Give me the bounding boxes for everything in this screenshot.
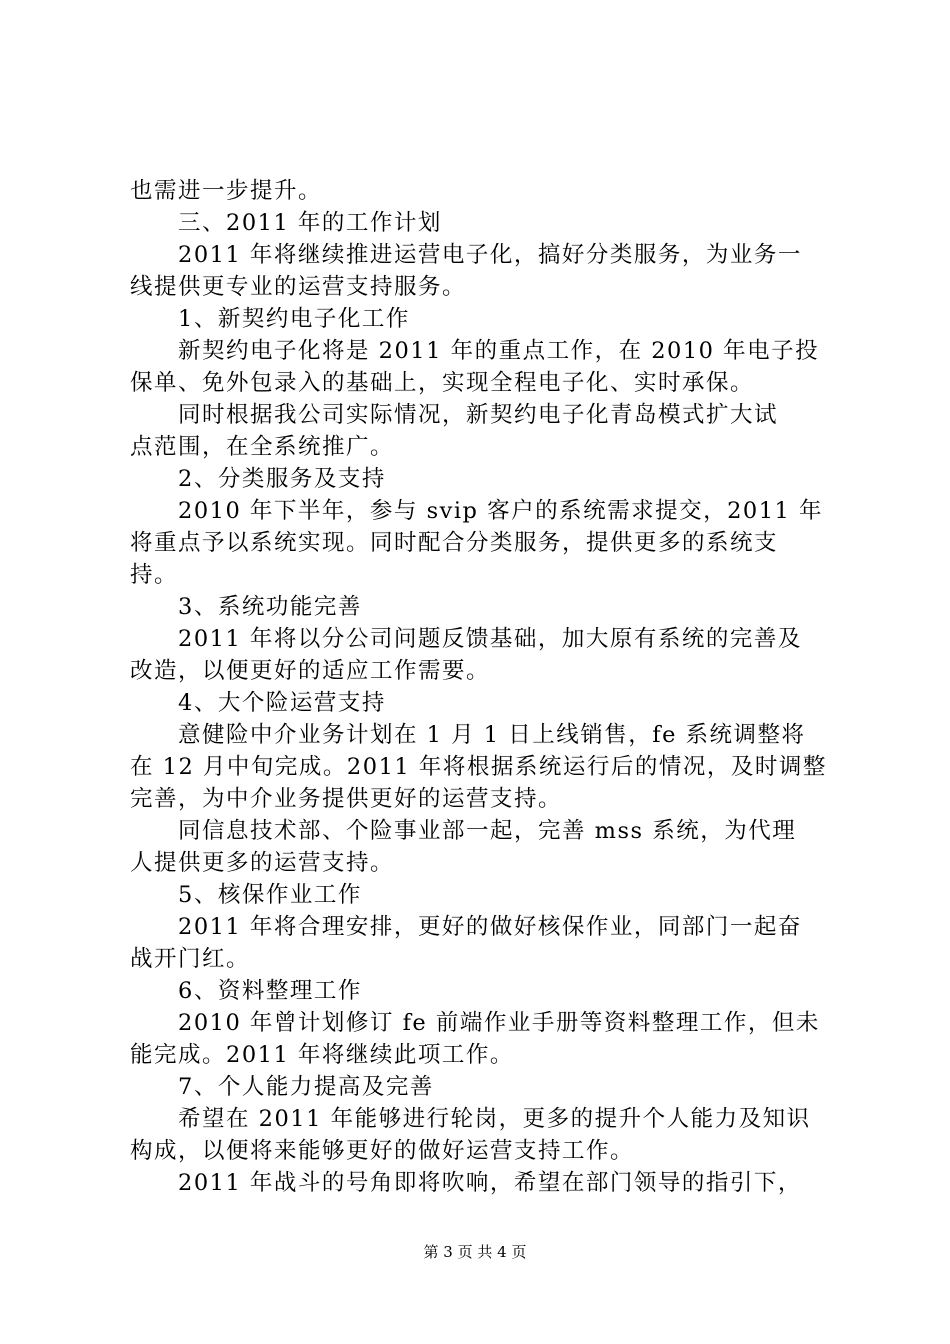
text-line: 完善，为中介业务提供更好的运营支持。	[130, 786, 563, 812]
text-line: 2011 年将合理安排，更好的做好核保作业，同部门一起奋	[178, 914, 802, 940]
text-line: 将重点予以系统实现。同时配合分类服务，提供更多的系统支	[130, 530, 779, 556]
text-line: 点范围，在全系统推广。	[130, 434, 395, 460]
text-line: 同信息技术部、个险事业部一起，完善 mss 系统，为代理	[178, 818, 797, 844]
text-line: 在 12 月中旬完成。2011 年将根据系统运行后的情况，及时调整	[130, 754, 827, 780]
text-line: 新契约电子化将是 2011 年的重点工作，在 2010 年电子投	[178, 338, 820, 364]
page-footer: 第 3 页 共 4 页	[423, 1243, 527, 1261]
text-line: 6、资料整理工作	[178, 978, 362, 1004]
text-line: 战开门红。	[130, 946, 251, 972]
text-line: 保单、免外包录入的基础上，实现全程电子化、实时承保。	[130, 370, 755, 396]
text-line: 希望在 2011 年能够进行轮岗，更多的提升个人能力及知识	[178, 1106, 811, 1132]
document-body	[130, 175, 835, 1199]
text-line: 意健险中介业务计划在 1 月 1 日上线销售，fe 系统调整将	[178, 722, 806, 748]
text-line: 2、分类服务及支持	[178, 466, 386, 492]
text-line: 构成，以便将来能够更好的做好运营支持工作。	[130, 1138, 635, 1164]
text-line: 人提供更多的运营支持。	[130, 850, 395, 876]
text-line: 同时根据我公司实际情况，新契约电子化青岛模式扩大试	[178, 402, 779, 428]
text-line: 三、2011 年的工作计划	[178, 210, 442, 236]
text-line: 2011 年将以分公司问题反馈基础，加大原有系统的完善及	[178, 626, 802, 652]
text-line: 改造，以便更好的适应工作需要。	[130, 658, 491, 684]
text-line: 线提供更专业的运营支持服务。	[130, 274, 467, 300]
text-line: 也需进一步提升。	[130, 178, 323, 204]
text-line: 4、大个险运营支持	[178, 690, 386, 716]
text-line: 2010 年下半年，参与 svip 客户的系统需求提交，2011 年	[178, 498, 823, 524]
text-line: 持。	[130, 562, 179, 588]
text-line: 7、个人能力提高及完善	[178, 1074, 434, 1100]
text-line: 2011 年将继续推进运营电子化，搞好分类服务，为业务一	[178, 242, 802, 268]
text-line: 2011 年战斗的号角即将吹响，希望在部门领导的指引下，	[178, 1170, 802, 1196]
text-line: 3、系统功能完善	[178, 594, 362, 620]
text-line: 1、新契约电子化工作	[178, 306, 410, 332]
text-line: 能完成。2011 年将继续此项工作。	[130, 1042, 514, 1068]
text-line: 2010 年曾计划修订 fe 前端作业手册等资料整理工作，但未	[178, 1010, 820, 1036]
text-line: 5、核保作业工作	[178, 882, 362, 908]
